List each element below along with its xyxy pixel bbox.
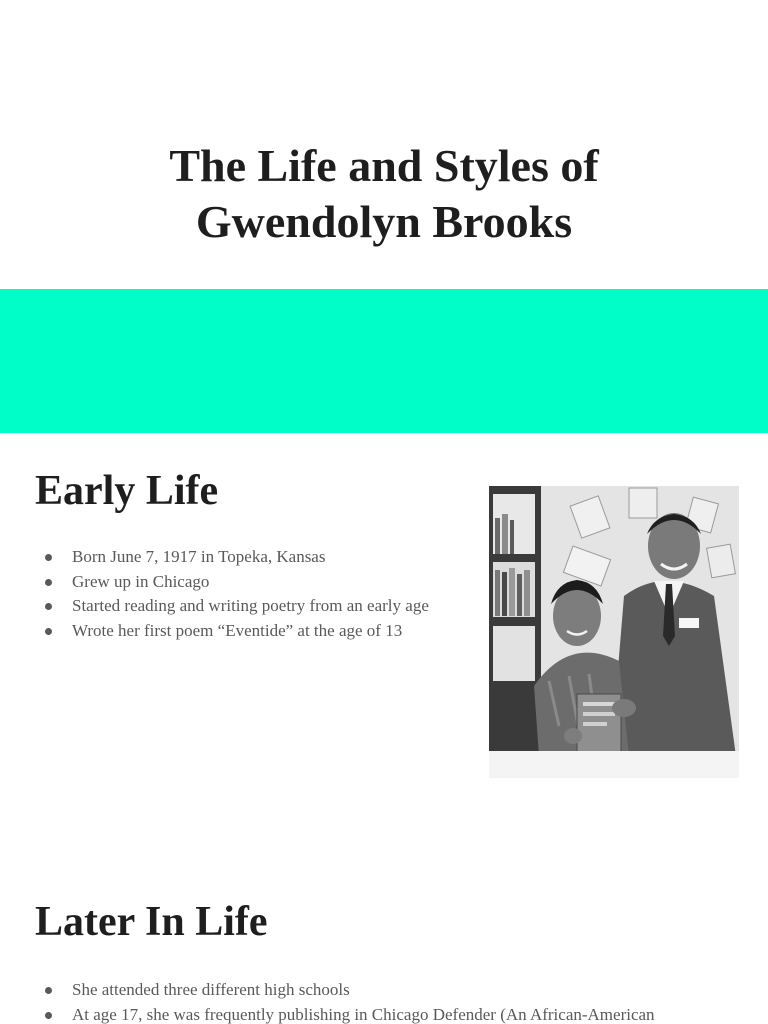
title-line-1: The Life and Styles of [169, 140, 599, 191]
bullet-dot-icon [45, 603, 52, 610]
bullet-text: Born June 7, 1917 in Topeka, Kansas [72, 547, 326, 566]
bullet-text: Wrote her first poem “Eventide” at the age of 13 [72, 620, 403, 640]
bullet-text: Started reading and writing poetry from an early age [72, 596, 429, 615]
title-line-2: Gwendolyn Brooks [195, 196, 573, 247]
photo-illustration [489, 486, 739, 778]
later-life-bullet-list [35, 978, 768, 1024]
bullet-text: At age 17, she was frequently publishing in Chicago Defender (An African-American [72, 1004, 655, 1024]
bullet-item [35, 594, 455, 619]
bullet-item [35, 619, 455, 644]
bullet-dot-icon [45, 987, 52, 994]
early-life-heading: Early Life [35, 468, 219, 514]
brooks-photo [489, 486, 739, 778]
bullet-dot-icon [45, 579, 52, 586]
title-slide [0, 0, 768, 289]
bullet-dot-icon [45, 1012, 52, 1019]
bullet-text: She attended three different high schools [72, 980, 350, 999]
bullet-item [35, 545, 455, 570]
bullet-dot-icon [45, 628, 52, 635]
bullet-text: Grew up in Chicago [72, 571, 210, 591]
bullet-item [35, 570, 455, 595]
later-in-life-heading: Later In Life [35, 899, 268, 945]
bullet-dot-icon [45, 554, 52, 561]
bullet-item [35, 1003, 768, 1024]
bullet-item [35, 978, 768, 1003]
slide-title [0, 138, 768, 250]
early-life-bullet-list [35, 545, 455, 643]
accent-band [0, 289, 768, 433]
